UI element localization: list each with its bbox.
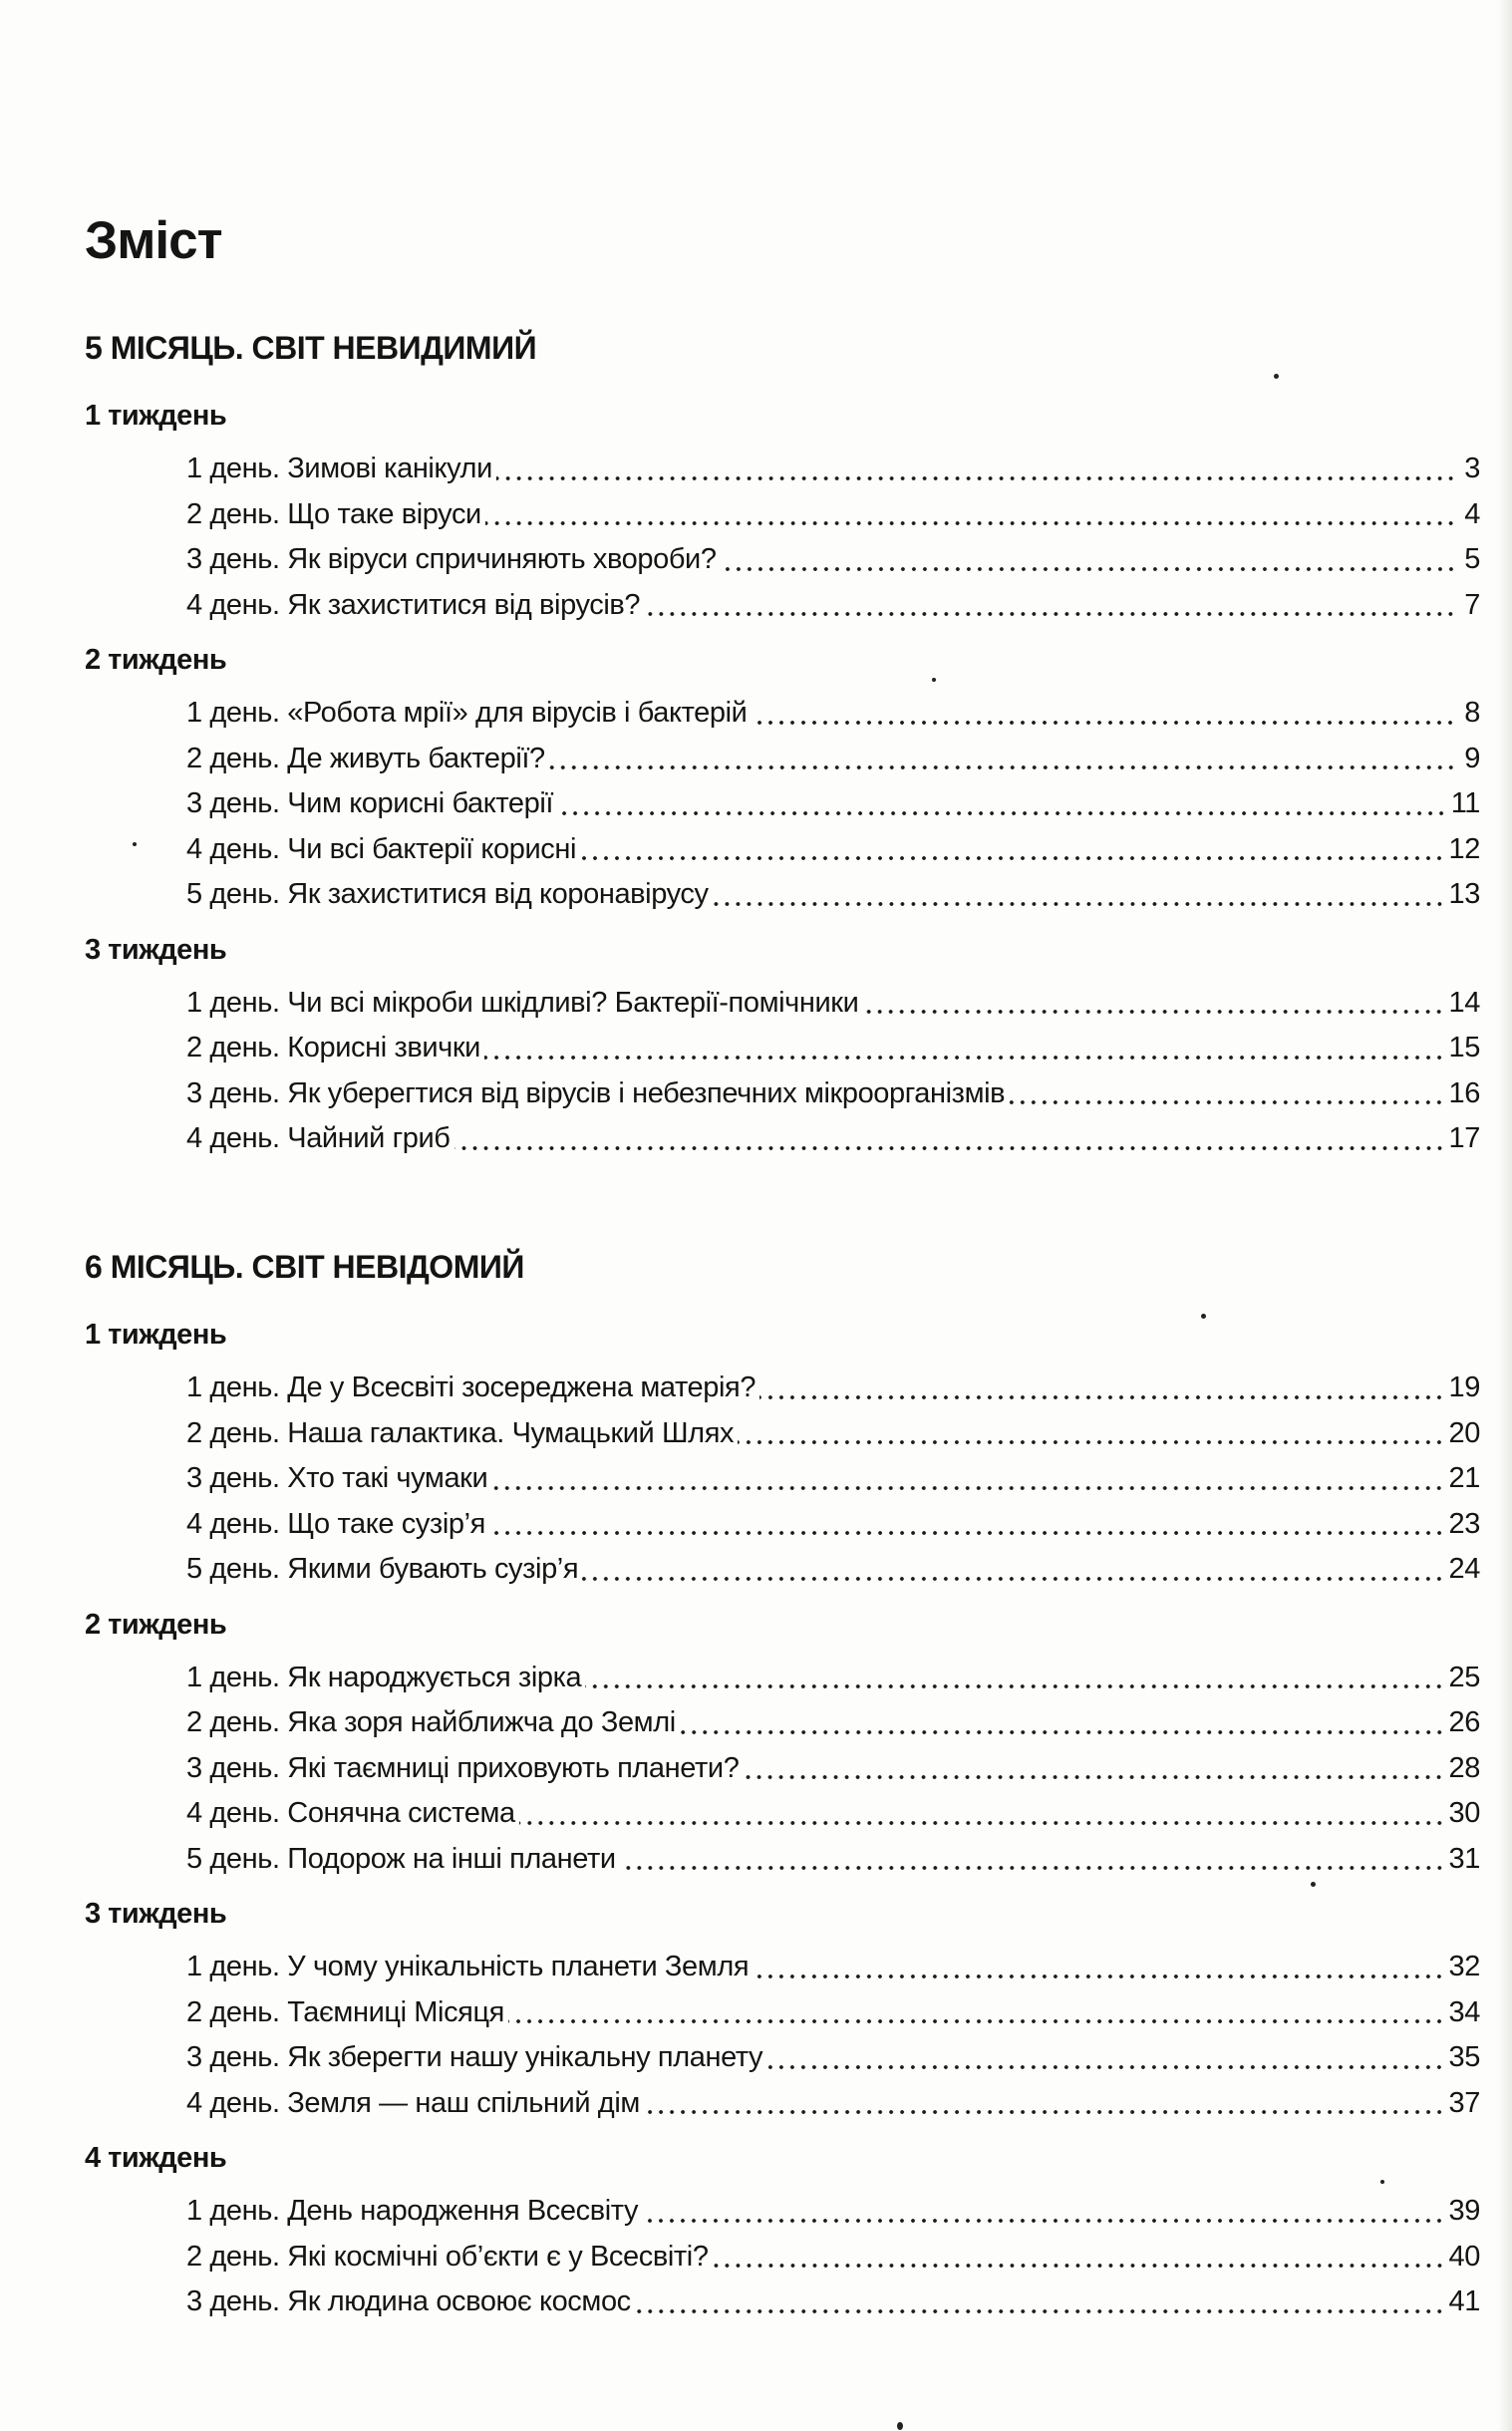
month-section-5 (85, 332, 1480, 1162)
toc-entry-page-number: 16 (1448, 1076, 1480, 1109)
toc-entry-title: 1 день. Як народжується зірка (186, 1661, 582, 1693)
toc-entry-page-number: 13 (1448, 878, 1480, 910)
dot-leader (680, 1728, 1445, 1736)
toc-entry-title: 1 день. Де у Всесвіті зосереджена матерія? (186, 1371, 756, 1403)
toc-entry[interactable] (85, 981, 1480, 1027)
toc-entry-title: 4 день. Що таке сузір’я (186, 1507, 485, 1540)
scan-speck (897, 2422, 903, 2430)
toc-entry[interactable] (85, 691, 1480, 737)
toc-entry-page-number: 4 (1464, 497, 1480, 530)
toc-entry-title: 3 день. Чим корисні бактерії (186, 787, 554, 819)
toc-entry[interactable] (85, 537, 1480, 583)
dot-leader (585, 1682, 1444, 1690)
toc-entry[interactable] (85, 2035, 1480, 2081)
scan-speck (932, 678, 936, 682)
toc-entry-title: 2 день. Які космічні об’єкти є у Всесвіті? (186, 2240, 709, 2273)
month-section-6 (85, 1251, 1480, 2325)
toc-entry-page-number: 26 (1448, 1706, 1480, 1738)
toc-entry-page-number: 41 (1448, 2285, 1480, 2317)
toc-entry[interactable] (85, 737, 1480, 782)
toc-entry[interactable] (85, 1990, 1480, 2036)
toc-entry-title: 2 день. Таємниці Місяця (186, 1995, 504, 2028)
toc-entry-title: 3 день. Як віруси спричиняють хвороби? (186, 543, 717, 575)
toc-entry-page-number: 8 (1464, 697, 1480, 729)
toc-entry-title: 4 день. Як захиститися від вірусів? (186, 588, 641, 621)
week-section-2 (85, 1608, 1480, 1883)
toc-entry-title: 2 день. Наша галактика. Чумацький Шлях (186, 1416, 735, 1449)
week-section-2 (85, 646, 1480, 918)
toc-entry[interactable] (85, 2235, 1480, 2280)
week-heading: 1 тиждень (85, 1319, 227, 1351)
toc-entry-page-number: 39 (1448, 2195, 1480, 2227)
dot-leader (620, 1864, 1445, 1872)
toc-entry-page-number: 20 (1448, 1416, 1480, 1449)
week-section-3 (85, 1900, 1480, 2126)
toc-entry-page-number: 15 (1448, 1032, 1480, 1064)
toc-entry[interactable] (85, 447, 1480, 492)
toc-entry-title: 4 день. Чайний гриб (186, 1122, 451, 1154)
toc-entry-page-number: 34 (1448, 1995, 1480, 2028)
dot-leader (753, 1973, 1444, 1980)
month-heading: 5 МІСЯЦЬ. СВІТ НЕВИДИМИЙ (85, 330, 537, 366)
toc-entry[interactable] (85, 1945, 1480, 1990)
toc-entry[interactable] (85, 2081, 1480, 2127)
toc-entry[interactable] (85, 1071, 1480, 1117)
toc-entry-page-number: 37 (1448, 2086, 1480, 2119)
dot-leader (496, 474, 1456, 482)
toc-entry-page-number: 9 (1464, 742, 1480, 774)
toc-entry-page-number: 32 (1448, 1951, 1480, 1982)
dot-leader (743, 1773, 1444, 1781)
toc-entry-title: 2 день. Яка зоря найближча до Землі (186, 1706, 676, 1738)
toc-entry-title: 1 день. «Робота мрії» для вірусів і бактерій (186, 697, 748, 729)
toc-entry-page-number: 5 (1464, 543, 1480, 575)
toc-entry-page-number: 40 (1448, 2240, 1480, 2273)
week-section-4 (85, 2144, 1480, 2325)
week-section-3 (85, 933, 1480, 1162)
toc-entry-page-number: 3 (1464, 453, 1480, 484)
toc-entry[interactable] (85, 1116, 1480, 1162)
dot-leader (485, 519, 1456, 527)
toc-entry-page-number: 35 (1448, 2041, 1480, 2073)
toc-entry-title: 5 день. Подорож на інші планети (186, 1842, 616, 1875)
dot-leader (738, 1438, 1444, 1446)
scan-speck (133, 842, 137, 846)
toc-entry-title: 3 день. Які таємниці приховують планети? (186, 1751, 740, 1784)
toc-entry-title: 3 день. Хто такі чумаки (186, 1462, 488, 1494)
toc-entry-title: 1 день. День народження Всесвіту (186, 2195, 639, 2227)
scan-speck (1380, 2180, 1384, 2184)
toc-entry[interactable] (85, 1411, 1480, 1457)
page-title: Зміст (85, 211, 222, 270)
week-section-1 (85, 1321, 1480, 1593)
dot-leader (759, 1393, 1444, 1401)
scan-speck (1311, 1882, 1316, 1887)
dot-leader (721, 565, 1456, 573)
dot-leader (519, 1819, 1445, 1827)
toc-entry[interactable] (85, 583, 1480, 629)
dot-leader (491, 1484, 1444, 1492)
toc-entry-title: 1 день. Зимові канікули (186, 453, 492, 484)
toc-entry-page-number: 19 (1448, 1371, 1480, 1403)
toc-entry[interactable] (85, 1456, 1480, 1502)
dot-leader (644, 610, 1456, 618)
toc-entry[interactable] (85, 1502, 1480, 1548)
toc-entry-page-number: 25 (1448, 1661, 1480, 1693)
month-heading: 6 МІСЯЦЬ. СВІТ НЕВІДОМИЙ (85, 1249, 524, 1285)
toc-entry[interactable] (85, 492, 1480, 538)
dot-leader (642, 2217, 1444, 2225)
toc-entry[interactable] (85, 1366, 1480, 1411)
toc-entry-page-number: 23 (1448, 1507, 1480, 1540)
toc-entry-title: 4 день. Сонячна система (186, 1797, 515, 1829)
toc-entry-page-number: 12 (1448, 832, 1480, 865)
toc-entry[interactable] (85, 827, 1480, 873)
toc-entry[interactable] (85, 1026, 1480, 1071)
toc-entry[interactable] (85, 1547, 1480, 1593)
toc-entry-title: 5 день. Як захиститися від коронавірусу (186, 878, 709, 910)
week-section-1 (85, 402, 1480, 628)
toc-entry-title: 3 день. Як зберегти нашу унікальну планету (186, 2041, 763, 2073)
toc-entry[interactable] (85, 1791, 1480, 1837)
scan-edge-shadow (1498, 0, 1512, 2431)
toc-entry[interactable] (85, 1656, 1480, 1701)
dot-leader (1009, 1098, 1444, 1106)
dot-leader (580, 854, 1445, 862)
dot-leader (489, 1529, 1445, 1537)
toc-entry-page-number: 24 (1448, 1553, 1480, 1585)
toc-entry-title: 1 день. У чому унікальність планети Земля (186, 1951, 750, 1982)
toc-entry-page-number: 31 (1448, 1842, 1480, 1875)
dot-leader (557, 809, 1447, 817)
dot-leader (713, 900, 1445, 908)
toc-entry-page-number: 30 (1448, 1797, 1480, 1829)
dot-leader (751, 719, 1456, 727)
toc-entry-page-number: 17 (1448, 1122, 1480, 1154)
scan-speck (1201, 1314, 1206, 1319)
dot-leader (484, 1054, 1445, 1062)
toc-entry[interactable] (85, 781, 1480, 827)
toc-entry-title: 4 день. Чи всі бактерії корисні (186, 832, 577, 865)
dot-leader (582, 1575, 1444, 1583)
toc-entry[interactable] (85, 1837, 1480, 1883)
toc-entry-title: 5 день. Якими бувають сузір’я (186, 1553, 579, 1585)
toc-entry[interactable] (85, 872, 1480, 918)
week-heading: 2 тиждень (85, 1608, 227, 1641)
dot-leader (454, 1144, 1445, 1152)
dot-leader (644, 2108, 1445, 2116)
toc-entry-title: 3 день. Як людина освоює космос (186, 2285, 631, 2317)
dot-leader (766, 2063, 1444, 2071)
dot-leader (549, 763, 1456, 771)
dot-leader (862, 1008, 1444, 1016)
dot-leader (713, 2262, 1445, 2270)
week-heading: 2 тиждень (85, 644, 227, 676)
week-heading: 3 тиждень (85, 933, 227, 966)
week-heading: 3 тиждень (85, 1898, 227, 1930)
toc-entry-title: 4 день. Земля — наш спільний дім (186, 2086, 640, 2119)
toc-entry[interactable] (85, 2279, 1480, 2325)
toc-entry-page-number: 11 (1450, 787, 1480, 819)
toc-entry-title: 1 день. Чи всі мікроби шкідливі? Бактерії-помічники (186, 986, 859, 1019)
week-heading: 1 тиждень (85, 400, 227, 432)
toc-entry-title: 2 день. Де живуть бактерії? (186, 742, 545, 774)
toc-entry[interactable] (85, 1746, 1480, 1792)
toc-entry-title: 2 день. Що таке віруси (186, 497, 481, 530)
toc-entry[interactable] (85, 2189, 1480, 2235)
week-heading: 4 тиждень (85, 2142, 227, 2174)
dot-leader (635, 2307, 1445, 2315)
scan-speck (1274, 374, 1279, 379)
toc-entry-page-number: 28 (1448, 1751, 1480, 1784)
toc-entry-title: 3 день. Як уберегтися від вірусів і небезпечних мікроорганізмів (186, 1076, 1006, 1109)
toc-entry-page-number: 14 (1448, 986, 1480, 1019)
toc-entry-page-number: 7 (1464, 588, 1480, 621)
toc-entry[interactable] (85, 1700, 1480, 1746)
toc-entry-page-number: 21 (1448, 1462, 1480, 1494)
toc-entry-title: 2 день. Корисні звички (186, 1032, 480, 1064)
dot-leader (508, 2017, 1445, 2025)
